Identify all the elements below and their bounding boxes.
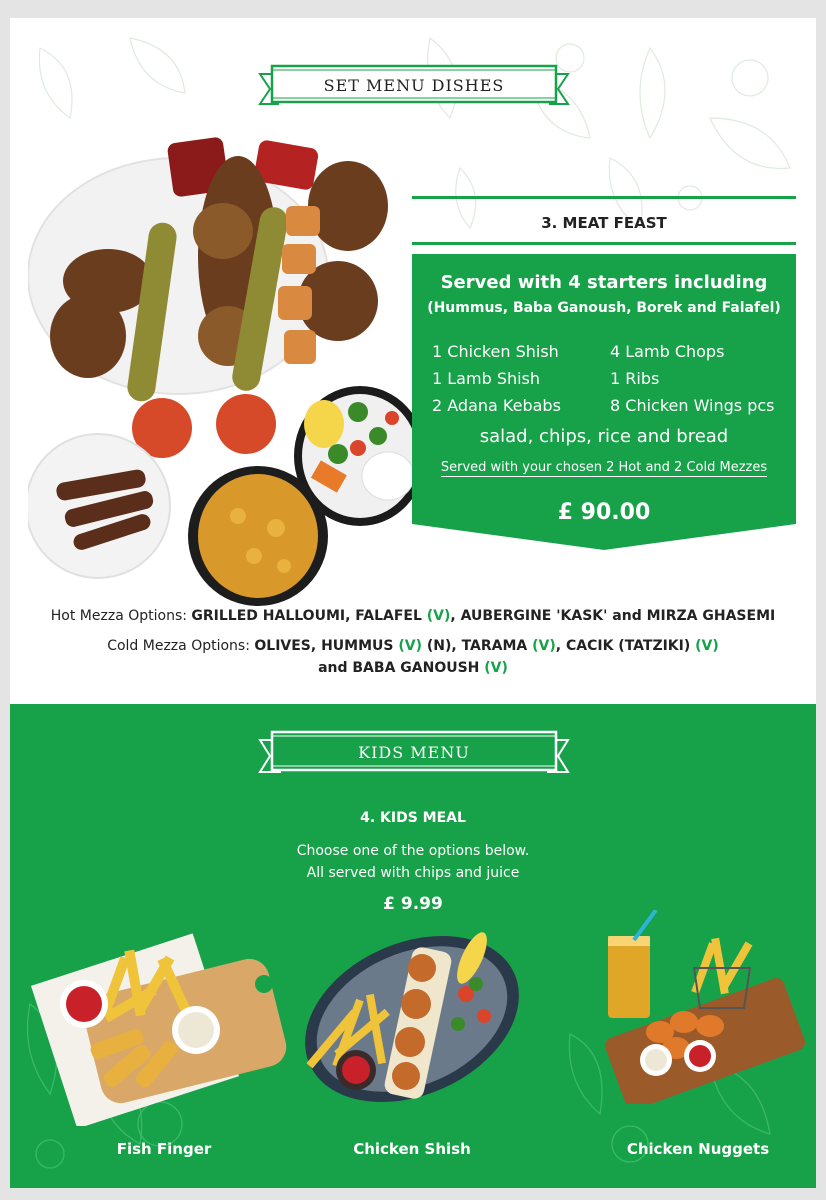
vegetarian-badge: (V) [532,638,556,654]
vegetarian-badge: (V) [695,638,719,654]
cold-mezza-part1: OLIVES, HUMMUS [254,638,399,654]
option-chicken-nuggets: Chicken Nuggets [626,1140,770,1158]
kids-desc-line2: All served with chips and juice [306,865,520,881]
kids-menu-banner [258,728,570,782]
vegetarian-badge: (V) [426,608,451,624]
option-chicken-shish: Chicken Shish [353,1140,471,1158]
cold-mezza-options-line2 [10,660,816,676]
item-ribs: 1 Ribs [610,369,660,388]
meat-feast-top-rule [412,196,796,199]
chicken-shish-photo [298,924,526,1114]
kids-menu-section [10,704,816,1188]
starters-list: (Hummus, Baba Ganoush, Borek and Falafel) [427,300,781,316]
item-chicken-wings: 8 Chicken Wings pcs [610,396,775,415]
item-lamb-shish: 1 Lamb Shish [432,369,541,388]
cold-mezza-part4: and BABA GANOUSH [318,660,485,676]
meat-feast-bottom-rule [412,242,796,245]
kids-meal-description [10,840,816,884]
cold-mezza-options [10,638,816,654]
vegetarian-badge: (V) [484,660,508,676]
hot-mezza-label: Hot Mezza Options: [50,608,192,624]
set-menu-banner [258,64,570,114]
set-menu-section [10,18,816,704]
item-chicken-shish: 1 Chicken Shish [432,342,559,361]
served-with-heading: Served with 4 starters including [440,272,768,293]
kids-meal-title: 4. KIDS MEAL [360,810,466,826]
fish-finger-photo [30,926,290,1126]
hot-mezza-part1: GRILLED HALLOUMI, FALAFEL [191,608,427,624]
hot-mezza-options [10,608,816,624]
mezze-note [412,460,796,475]
nuts-badge: (N) [422,638,452,654]
cold-mezza-part2: , TARAMA [451,638,533,654]
hot-mezza-part2: , AUBERGINE 'KASK' and MIRZA GHASEMI [450,608,776,624]
menu-page [10,18,816,1188]
item-lamb-chops: 4 Lamb Chops [610,342,725,361]
meat-feast-price: £ 90.00 [557,500,651,525]
item-adana-kebabs: 2 Adana Kebabs [432,396,561,415]
meat-feast-details-box [412,254,796,550]
vegetarian-badge: (V) [398,638,422,654]
items-column-left [432,338,561,419]
kids-meal-price: £ 9.99 [383,894,443,914]
cold-mezza-part3: , CACIK (TATZIKI) [555,638,696,654]
meat-feast-photo [28,136,428,606]
sides-text: salad, chips, rice and bread [479,426,729,447]
kids-menu-title: KIDS MENU [358,743,470,762]
mezze-note-text: Served with your chosen 2 Hot and 2 Cold Mezzes [440,460,768,475]
kids-desc-line1: Choose one of the options below. [296,843,530,859]
set-menu-title: SET MENU DISHES [323,76,505,95]
chicken-nuggets-photo [600,910,806,1104]
option-fish-finger: Fish Finger [116,1140,212,1158]
meat-feast-title: 3. MEAT FEAST [541,214,667,232]
cold-mezza-label: Cold Mezza Options: [107,638,255,654]
items-column-right [610,338,775,419]
